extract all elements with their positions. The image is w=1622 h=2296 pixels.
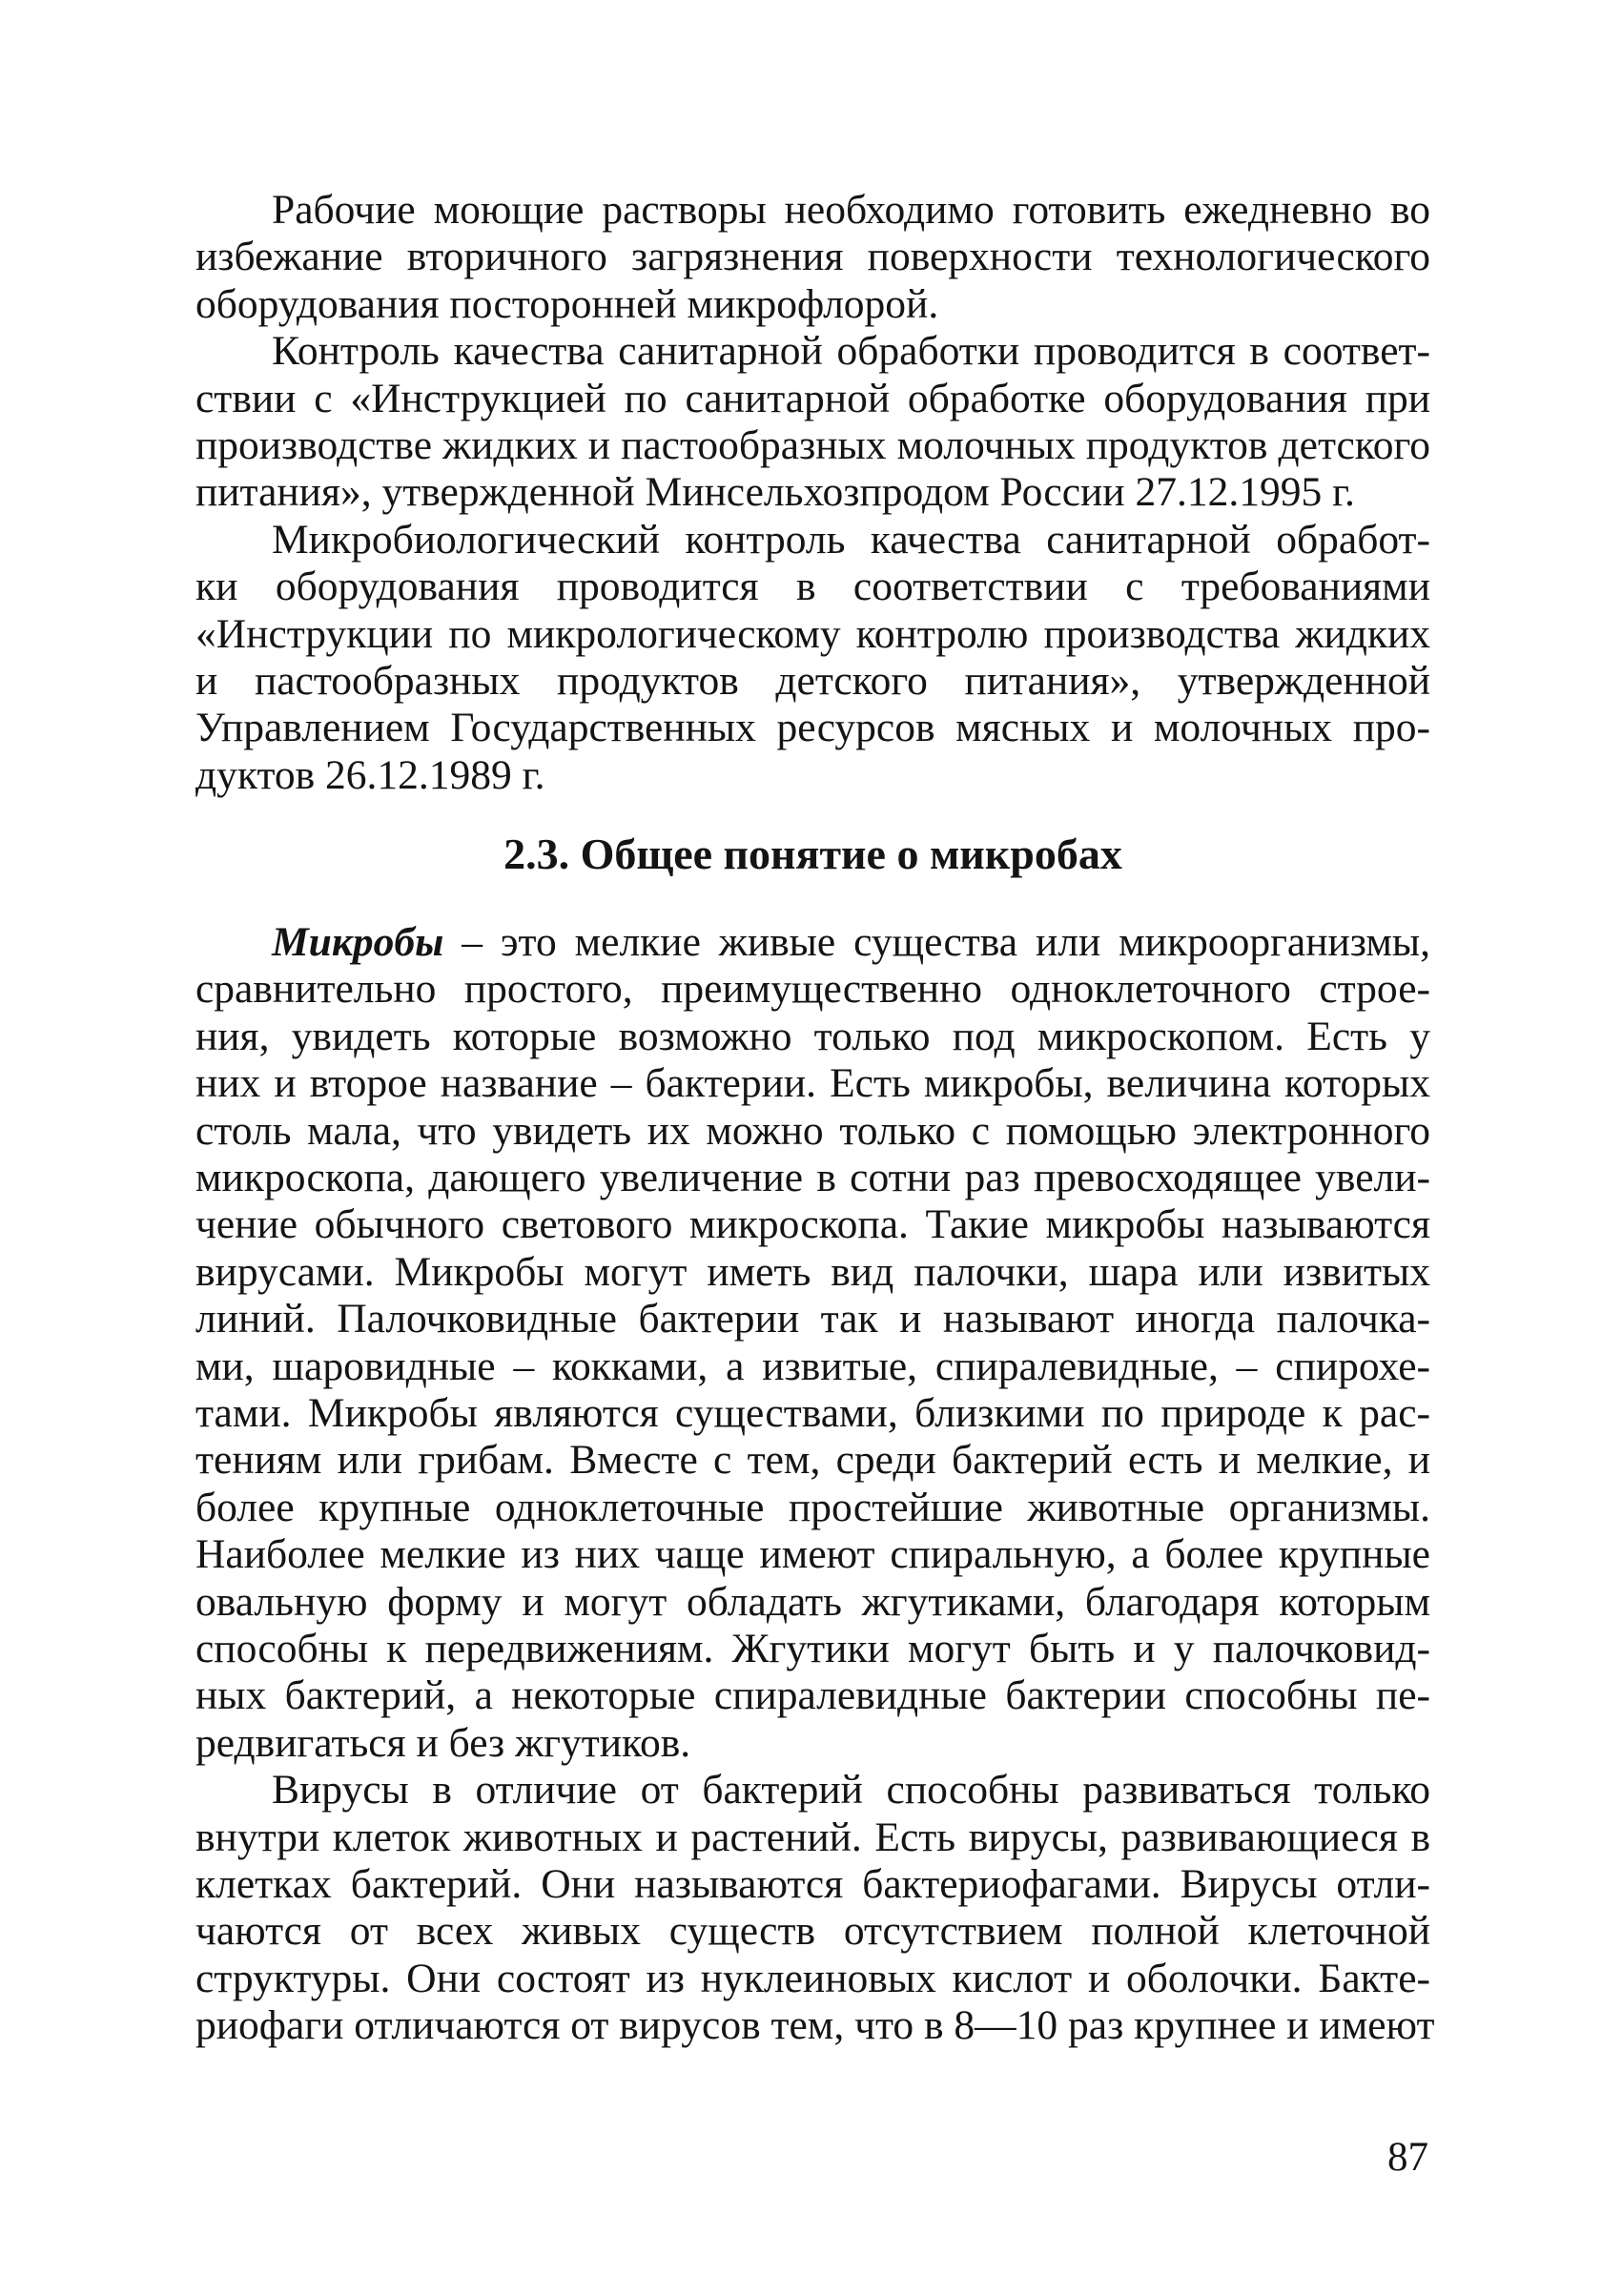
text-line: питания», утвержденной Минсельхозпродом России 27.12.1995 г.: [195, 469, 1355, 516]
text-line: риофаги отличаются от вирусов тем, что в 8—10 раз крупнее и имеют: [195, 2002, 1435, 2049]
text-line: Контроль качества санитарной обработки проводится в соответ-: [272, 328, 1430, 375]
paragraph-microbiological-control: [195, 517, 1430, 799]
text-line: ных бактерий, а некоторые спиралевидные бактерии способны пе-: [195, 1672, 1430, 1719]
text-line: Рабочие моющие растворы необходимо готовить ежедневно во: [272, 187, 1430, 233]
text-line: сравнительно простого, преимущественно одноклеточного строе-: [195, 966, 1430, 1013]
text-line: чаются от всех живых существ отсутствием полной клеточной: [195, 1908, 1430, 1955]
text-line: вирусами. Микробы могут иметь вид палочки, шара или извитых: [195, 1248, 1430, 1295]
paragraph-viruses: [195, 1767, 1435, 2049]
text-fragment: – это мелкие живые существа или микроорганизмы,: [443, 919, 1430, 966]
text-line: них и второе название – бактерии. Есть микробы, величина которых: [195, 1060, 1430, 1107]
text-line: овальную форму и могут обладать жгутиками, благодаря которым: [195, 1578, 1430, 1625]
text-line: способны к передвижениям. Жгутики могут быть и у палочковид-: [195, 1625, 1430, 1671]
text-line: редвигаться и без жгутиков.: [195, 1719, 691, 1766]
text-line: оборудования посторонней микрофлорой.: [195, 280, 939, 327]
text-line: структуры. Они состоят из нуклеиновых кислот и оболочки. Бакте-: [195, 1955, 1430, 2001]
text-line: чение обычного светового микроскопа. Такие микробы называются: [195, 1201, 1430, 1248]
text-line: дуктов 26.12.1989 г.: [195, 751, 545, 798]
term-microbes: Микробы: [272, 919, 444, 966]
paragraph-microbes-definition: [195, 919, 1430, 1767]
text-line: клетках бактерий. Они называются бактериофагами. Вирусы отли-: [195, 1860, 1430, 1907]
text-line: линий. Палочковидные бактерии так и называют иногда палочка-: [195, 1296, 1430, 1343]
text-line: ми, шаровидные – кокками, а извитые, спиралевидные, – спирохе-: [195, 1343, 1430, 1389]
text-line: ствии с «Инструкцией по санитарной обработке оборудования при: [195, 375, 1430, 421]
text-line: внутри клеток животных и растений. Есть вирусы, развивающиеся в: [195, 1814, 1430, 1860]
page-content: [195, 187, 1435, 2049]
text-line: «Инструкции по микрологическому контролю производства жидких: [195, 610, 1430, 657]
text-line: столь мала, что увидеть их можно только с помощью электронного: [195, 1107, 1430, 1154]
text-line: [195, 919, 1430, 966]
text-line: производстве жидких и пастообразных молочных продуктов детского: [195, 421, 1430, 468]
text-line: Микробиологический контроль качества санитарной обработ-: [272, 516, 1430, 563]
text-line: Вирусы в отличие от бактерий способны развиваться только: [272, 1767, 1430, 1814]
paragraph-quality-control: [195, 328, 1430, 517]
text-line: и пастообразных продуктов детского питания», утвержденной: [195, 657, 1430, 704]
text-line: микроскопа, дающего увеличение в сотни раз превосходящее увели-: [195, 1155, 1430, 1201]
page-number: 87: [1387, 2135, 1428, 2180]
section-title: 2.3. Общее понятие о микробах: [503, 830, 1122, 879]
text-line: избежание вторичного загрязнения поверхности технологического: [195, 234, 1430, 280]
paragraph-washing-solutions: [195, 187, 1430, 328]
text-line: Наиболее мелкие из них чаще имеют спиральную, а более крупные: [195, 1531, 1430, 1578]
text-line: ния, увидеть которые возможно только под микроскопом. Есть у: [195, 1013, 1430, 1059]
text-line: Управлением Государственных ресурсов мясных и молочных про-: [195, 705, 1430, 751]
text-line: тениям или грибам. Вместе с тем, среди бактерий есть и мелкие, и: [195, 1437, 1430, 1484]
text-line: ки оборудования проводится в соответствии с требованиями: [195, 564, 1430, 610]
text-line: более крупные одноклеточные простейшие животные организмы.: [195, 1484, 1430, 1530]
text-line: тами. Микробы являются существами, близкими по природе к рас-: [195, 1389, 1430, 1436]
